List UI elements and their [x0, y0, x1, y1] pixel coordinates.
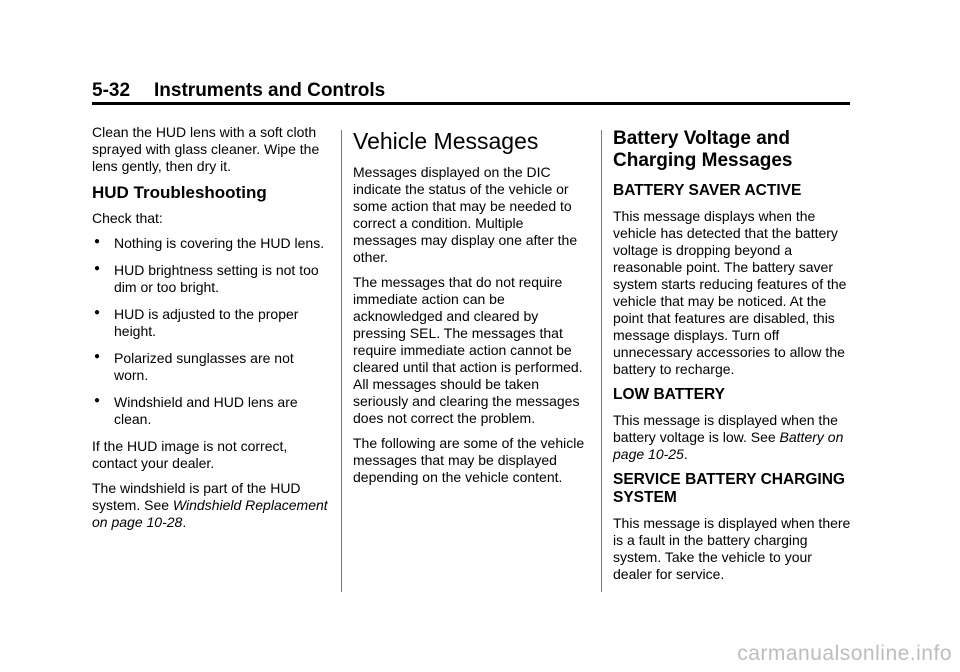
service-battery-heading: SERVICE BATTERY CHARGING SYSTEM	[613, 471, 845, 506]
windshield-paragraph: The windshield is part of the HUD system. See Windshield Replacement on page 10-28.	[92, 480, 328, 530]
column-right	[613, 124, 853, 591]
section-title: Instruments and Controls	[154, 80, 386, 101]
battery-saver-paragraph: This message displays when the vehicle has detected that the battery voltage is dropping beyond a reasonable point. The battery saver system starts reducing features of the vehicle that may be noticed. At the point that features are disabled, this message displays. Turn off unnecessary accessories to allow the battery to recharge.	[613, 208, 847, 377]
messages-paragraph-3: The following are some of the vehicle messages that may be displayed depending on the vehicle content.	[353, 435, 585, 485]
watermark: carmanualsonline.info	[737, 642, 952, 665]
windshield-replacement-link[interactable]: Windshield Replacement on page 10-28	[92, 497, 328, 530]
messages-paragraph-2: The messages that do not require immediate action can be acknowledged and cleared by pressing SEL. The messages that require immediate action cannot be cleared until that action is performed. All messages should be taken seriously and clearing the messages does not correct the problem.	[353, 274, 583, 426]
messages-paragraph-1: Messages displayed on the DIC indicate the status of the vehicle or some action that may be needed to correct a condition. Multiple messages may display one after the other.	[353, 164, 578, 265]
bullet-icon: ●	[94, 307, 101, 318]
hud-troubleshooting-heading: HUD Troubleshooting	[92, 183, 267, 202]
troubleshooting-list	[92, 235, 330, 428]
list-item: ● HUD is adjusted to the proper height.	[94, 306, 299, 339]
list-item: ● Windshield and HUD lens are clean.	[94, 394, 298, 427]
vehicle-messages-heading: Vehicle Messages	[353, 128, 539, 154]
bullet-icon: ●	[94, 263, 101, 274]
low-battery-paragraph: This message is displayed when the battery voltage is low. See Battery on page 10-25.	[613, 412, 844, 462]
low-battery-heading: LOW BATTERY	[613, 386, 725, 403]
battery-page-link[interactable]: Battery on page 10-25	[613, 429, 844, 462]
page-header	[92, 80, 850, 102]
battery-saver-heading: BATTERY SAVER ACTIVE	[613, 182, 802, 199]
bullet-icon: ●	[94, 351, 101, 362]
column-left	[92, 124, 330, 539]
column-middle	[353, 124, 591, 494]
hud-incorrect-paragraph: If the HUD image is not correct, contact your dealer.	[92, 438, 288, 471]
header-rule	[92, 102, 850, 105]
bullet-icon: ●	[94, 395, 101, 406]
page-number: 5-32	[92, 80, 131, 101]
bullet-icon: ●	[94, 236, 101, 247]
service-battery-paragraph: This message is displayed when there is a fault in the battery charging system. Take the vehicle to your dealer for service.	[613, 515, 851, 582]
battery-messages-heading: Battery Voltage and Charging Messages	[613, 128, 793, 171]
list-item: ● Nothing is covering the HUD lens.	[94, 235, 325, 251]
list-item: ● HUD brightness setting is not too dim or too bright.	[94, 262, 319, 295]
hud-clean-paragraph: Clean the HUD lens with a soft cloth sprayed with glass cleaner. Wipe the lens gently, then dry it.	[92, 124, 320, 174]
check-that-text: Check that:	[92, 210, 163, 226]
list-item: ● Polarized sunglasses are not worn.	[94, 350, 294, 383]
column-divider-2	[601, 130, 602, 592]
column-divider-1	[341, 130, 342, 592]
